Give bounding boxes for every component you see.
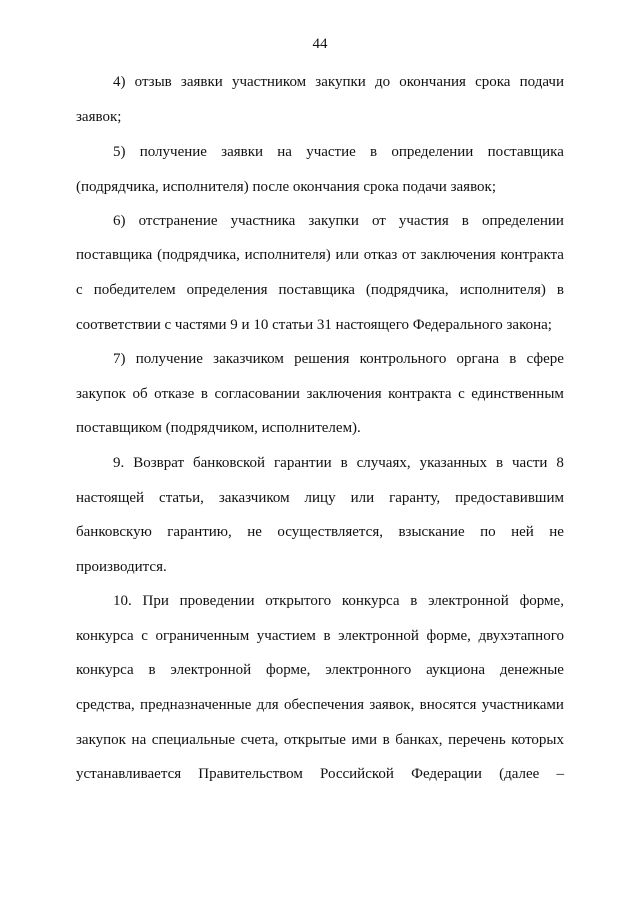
word: участниками: [481, 697, 564, 713]
word: до: [374, 74, 391, 90]
word: При: [142, 593, 169, 609]
word: в: [370, 144, 378, 160]
word: ими: [351, 732, 378, 748]
word: исполнителя): [459, 282, 546, 298]
paragraph-line: заявок;: [76, 109, 122, 125]
word: не: [247, 524, 262, 540]
word: специальные: [151, 732, 236, 748]
paragraph-line: [113, 592, 564, 610]
word: статьи,: [159, 490, 204, 506]
word: двухэтапного: [478, 628, 564, 644]
word: поставщика: [278, 282, 355, 298]
word: конкурса: [76, 628, 134, 644]
paragraph-line: [113, 73, 564, 91]
word: электронной: [170, 662, 252, 678]
word: участником: [231, 74, 307, 90]
word: аукциона: [426, 662, 486, 678]
word: закупки: [308, 213, 359, 229]
word: контракта: [388, 386, 452, 402]
word: поставщика: [76, 247, 153, 263]
word: форме,: [519, 593, 564, 609]
word: взыскание: [398, 524, 465, 540]
word: средства,: [76, 697, 135, 713]
word: Правительством: [198, 766, 303, 782]
word: заявки: [180, 74, 223, 90]
word: электронной: [428, 593, 509, 609]
word: случаях,: [356, 455, 411, 471]
word: лицу: [304, 490, 336, 506]
paragraph-line: [76, 765, 564, 783]
word: конкурса: [76, 662, 134, 678]
word: заявок,: [369, 697, 415, 713]
word: участием: [256, 628, 316, 644]
word: счета,: [240, 732, 279, 748]
word: закупки: [315, 74, 366, 90]
word: 7): [113, 351, 126, 367]
word: предоставившим: [455, 490, 564, 506]
word: гарантии: [274, 455, 332, 471]
word: форме,: [266, 662, 311, 678]
paragraph-line: [113, 143, 564, 161]
word: подачи: [519, 74, 564, 90]
word: или: [335, 247, 360, 263]
word: Федерации: [411, 766, 482, 782]
paragraph-line: (подрядчика, исполнителя) после окончания срока подачи заявок;: [76, 179, 496, 195]
paragraph-line: [76, 489, 564, 507]
word: 9.: [113, 455, 125, 471]
word: участие: [306, 144, 356, 160]
paragraph-line: [76, 385, 564, 403]
word: ограниченным: [155, 628, 250, 644]
word: в: [382, 732, 390, 748]
word: которых: [511, 732, 564, 748]
word: устанавливается: [76, 766, 182, 782]
word: отказ: [363, 247, 398, 263]
word: заказчиком: [218, 490, 290, 506]
word: указанных: [419, 455, 488, 471]
paragraph-line: [76, 661, 564, 679]
word: определении: [391, 144, 474, 160]
word: единственным: [471, 386, 564, 402]
word: в: [323, 628, 331, 644]
word: закупок: [76, 386, 126, 402]
paragraph-line: [113, 454, 564, 472]
word: получение: [135, 351, 203, 367]
word: электронной: [338, 628, 419, 644]
paragraph-line: [113, 212, 564, 230]
paragraph-line: [76, 523, 564, 541]
word: форме,: [426, 628, 471, 644]
word: участника: [230, 213, 296, 229]
word: конкурса: [341, 593, 400, 609]
word: в: [200, 386, 208, 402]
paragraph-line: [76, 281, 564, 299]
paragraph-line: [76, 246, 564, 264]
word: проведении: [179, 593, 255, 609]
word: банковской: [193, 455, 266, 471]
word: органа: [456, 351, 500, 367]
word: заявки: [221, 144, 264, 160]
word: закупок: [76, 732, 126, 748]
word: срока: [475, 74, 511, 90]
word: в: [461, 213, 469, 229]
word: исполнителя): [244, 247, 331, 263]
paragraph-line: [76, 696, 564, 714]
word: контрольного: [359, 351, 447, 367]
word: или: [350, 490, 375, 506]
paragraph-line: [113, 350, 564, 368]
word: контракта: [500, 247, 564, 263]
word: для: [256, 697, 279, 713]
word: победителем: [93, 282, 176, 298]
word: получение: [139, 144, 207, 160]
word: –: [556, 766, 564, 782]
paragraph-line: производится.: [76, 559, 167, 575]
word: гаранту,: [389, 490, 441, 506]
word: с: [76, 282, 83, 298]
paragraph-line: [76, 627, 564, 645]
word: с: [458, 386, 465, 402]
word: на: [277, 144, 292, 160]
word: (подрядчика,: [365, 282, 449, 298]
word: электронного: [325, 662, 412, 678]
word: в: [340, 455, 348, 471]
word: участия: [398, 213, 449, 229]
word: в: [556, 282, 564, 298]
word: об: [132, 386, 148, 402]
word: части: [512, 455, 548, 471]
paragraph-line: поставщиком (подрядчиком, исполнителем).: [76, 420, 361, 436]
paragraph-line: [76, 731, 564, 749]
word: не: [549, 524, 564, 540]
word: 5): [113, 144, 126, 160]
page-number: 44: [312, 36, 328, 52]
word: обеспечения: [283, 697, 365, 713]
word: отстранение: [138, 213, 218, 229]
word: от: [371, 213, 386, 229]
word: предназначенные: [140, 697, 252, 713]
word: заключения: [306, 386, 382, 402]
word: окончания: [399, 74, 466, 90]
word: по: [480, 524, 496, 540]
word: заключения: [420, 247, 496, 263]
word: с: [141, 628, 148, 644]
word: отказе: [154, 386, 195, 402]
word: осуществляется,: [277, 524, 383, 540]
word: перечень: [448, 732, 506, 748]
word: в: [410, 593, 418, 609]
word: определения: [186, 282, 268, 298]
word: от: [402, 247, 416, 263]
word: в: [148, 662, 156, 678]
word: ней: [511, 524, 534, 540]
word: Российской: [320, 766, 394, 782]
word: заказчиком: [213, 351, 284, 367]
word: настоящей: [76, 490, 145, 506]
word: на: [131, 732, 147, 748]
word: 10.: [113, 593, 132, 609]
word: 8: [556, 455, 564, 471]
word: вносятся: [419, 697, 477, 713]
word: решения: [294, 351, 350, 367]
word: согласовании: [214, 386, 300, 402]
word: 6): [113, 213, 126, 229]
word: в: [509, 351, 517, 367]
word: в: [495, 455, 504, 471]
word: отзыв: [134, 74, 172, 90]
word: Возврат: [133, 455, 185, 471]
word: гарантию,: [167, 524, 232, 540]
paragraph-line: соответствии с частями 9 и 10 статьи 31 настоящего Федерального закона;: [76, 317, 552, 333]
word: открытые: [283, 732, 346, 748]
word: банках,: [395, 732, 443, 748]
word: 4): [113, 74, 126, 90]
word: (подрядчика,: [157, 247, 240, 263]
word: (далее: [499, 766, 540, 782]
word: поставщика: [487, 144, 564, 160]
word: определении: [481, 213, 564, 229]
word: денежные: [499, 662, 564, 678]
word: сфере: [526, 351, 564, 367]
word: банковскую: [76, 524, 152, 540]
word: открытого: [265, 593, 332, 609]
